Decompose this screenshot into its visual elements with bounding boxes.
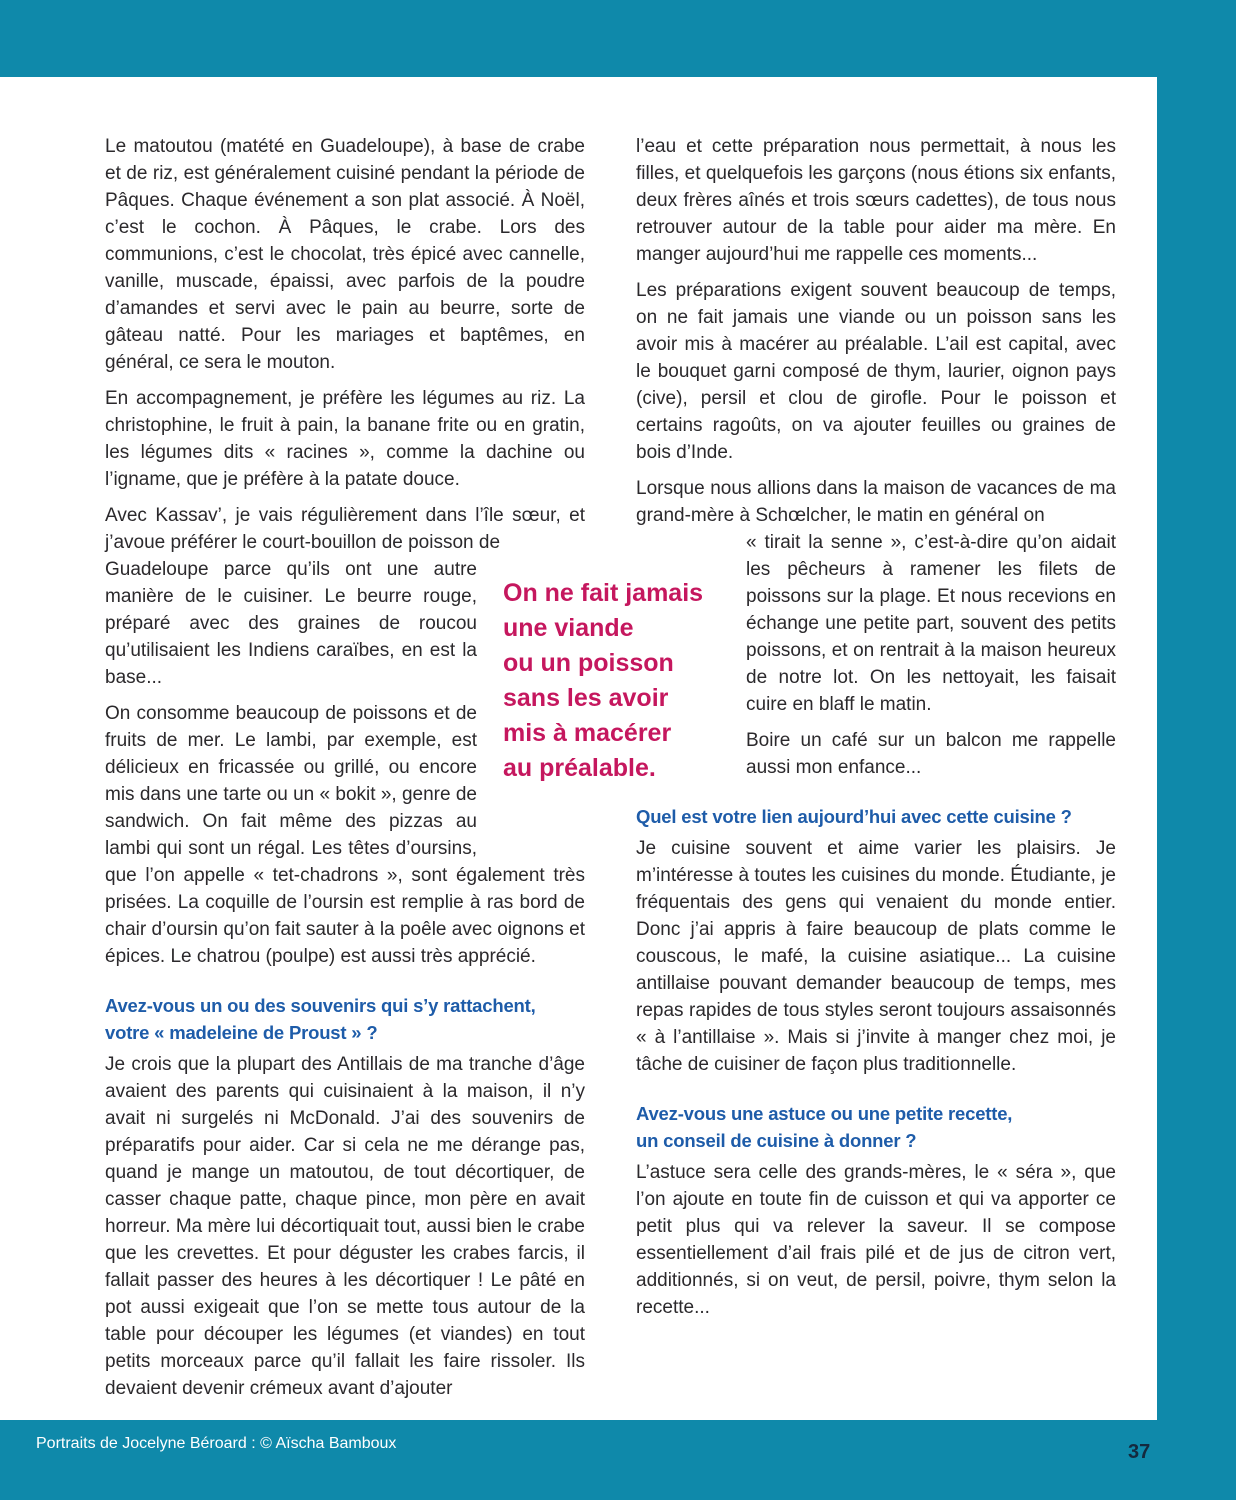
body-paragraph: Boire un café sur un balcon me rappelle aussi mon enfance...: [746, 730, 1116, 778]
interview-answer: L’astuce sera celle des grands-mères, le « séra », que l’on ajoute en toute fin de cuisson et qui va apporter ce petit plus qui va relever la saveur. Il se compose essentiellement d’ail frais pilé et de jus de citron vert, additionnés, si on veut, de persil, poivre, thym selon la recette...: [636, 1162, 1116, 1318]
photo-credit: Portraits de Jocelyne Béroard : © Aïscha Bamboux: [36, 1435, 397, 1452]
body-paragraph: On consomme beaucoup de poissons et de fruits de mer. Le lambi, par exemple, est délicieux en fricassée ou grillé, ou encore mis dans une tarte ou un « bokit », genre de sandwich. On fait même des pizzas au lambi qui sont un régal. Les têtes d’oursins, que l’on appelle « tet-chadrons », sont également très prisées. La coquille de l’oursin est remplie à ras bord de chair d’oursin qu’on fait sauter à la poêle avec oignons et épices. Le chatrou (poulpe) est aussi très apprécié.: [105, 703, 585, 967]
interview-question-line: votre « madeleine de Proust » ?: [105, 1022, 378, 1043]
interview-answer: Je cuisine souvent et aime varier les plaisirs. Je m’intéresse à toutes les cuisines du monde. Étudiante, je fréquentais des gens qui venaient du monde entier. Donc j’ai appris à faire beaucoup de plats comme le couscous, le mafé, la cuisine asiatique... La cuisine antillaise pouvant demander beaucoup de temps, mes repas rapides de tous styles seront toujours assaisonnés « à l’antillaise ». Mais si j’invite à manger chez moi, je tâche de cuisiner de façon plus traditionnelle.: [636, 838, 1116, 1075]
pull-quote: [503, 576, 755, 786]
pull-quote-line: On ne fait jamais: [503, 579, 704, 607]
interview-answer: Je crois que la plupart des Antillais de ma tranche d’âge avaient des parents qui cuisinaient à la maison, il n’y avait ni surgelés ni McDonald. J’ai des souvenirs de préparatifs pour aider. Car si cela ne me dérange pas, quand je mange un matoutou, de tout décortiquer, de casser chaque patte, chaque pince, mon père en avait horreur. Ma mère lui décortiquait tout, aussi bien le crabe que les crevettes. Et pour déguster les crabes farcis, il fallait passer des heures à les décortiquer ! Le pâté en pot aussi exigeait que l’on se mette tous autour de la table pour découper les légumes (et viandes) en tout petits morceaux parce qu’il fallait les faire rissoler. Ils devaient devenir crémeux avant d’ajouter: [105, 1054, 585, 1399]
interview-question-line: Quel est votre lien aujourd’hui avec cette cuisine ?: [636, 806, 1072, 827]
body-paragraph: Le matoutou (matété en Guadeloupe), à base de crabe et de riz, est généralement cuisiné pendant la période de Pâques. Chaque événement a son plat associé. À Noël, c’est le cochon. À Pâques, le crabe. Lors des communions, c’est le chocolat, très épicé avec cannelle, vanille, muscade, épaissi, avec parfois de la poudre d’amandes et servi avec le pain au beurre, sorte de gâteau natté. Pour les mariages et baptêmes, en général, ce sera le mouton.: [105, 136, 585, 373]
interview-question-line: Avez-vous un ou des souvenirs qui s’y rattachent,: [105, 995, 536, 1016]
body-paragraph: Les préparations exigent souvent beaucoup de temps, on ne fait jamais une viande ou un poisson sans les avoir mis à macérer au préalable. L’ail est capital, avec le bouquet garni composé de thym, laurier, oignon pays (cive), persil et clou de girofle. Pour le poisson et certains ragoûts, on va ajouter feuilles ou graines de bois d’Inde.: [636, 280, 1116, 463]
pull-quote-line: ou un poisson: [503, 649, 674, 677]
top-border-bar: [0, 0, 1236, 77]
page-number: 37: [1128, 1441, 1151, 1463]
body-paragraph: En accompagnement, je préfère les légumes au riz. La christophine, le fruit à pain, la banane frite ou en gratin, les légumes dits « racines », comme la dachine ou l’igname, que je préfère à la patate douce.: [105, 388, 585, 490]
pull-quote-line: une viande: [503, 614, 634, 642]
body-paragraph: l’eau et cette préparation nous permettait, à nous les filles, et quelquefois les garçons (nous étions six enfants, deux frères aînés et trois sœurs cadettes), de tous nous retrouver autour de la table pour aider ma mère. En manger aujourd’hui me rappelle ces moments...: [636, 136, 1116, 265]
pull-quote-line: au préalable.: [503, 754, 656, 782]
interview-question-line: un conseil de cuisine à donner ?: [636, 1130, 917, 1151]
pull-quote-line: sans les avoir: [503, 684, 669, 712]
right-border-bar: [1157, 0, 1236, 1500]
pull-quote-line: mis à macérer: [503, 719, 672, 747]
body-paragraph: Lorsque nous allions dans la maison de vacances de ma grand-mère à Schœlcher, le matin en général on: [636, 478, 1116, 526]
body-paragraph: Avec Kassav’, je vais régulièrement dans l’île sœur, et j’avoue préférer le court-bouillon de poisson de: [105, 505, 585, 553]
interview-question: [105, 992, 585, 1046]
body-paragraph: « tirait la senne », c’est-à-dire qu’on aidait les pêcheurs à ramener les filets de poissons sur la plage. Et nous recevions en échange une petite part, souvent des petits poissons, et on rentrait à la maison heureux de notre lot. On les nettoyait, les faisait cuire en blaff le matin.: [746, 532, 1116, 715]
body-paragraph: Guadeloupe parce qu’ils ont une autre manière de le cuisiner. Le beurre rouge, préparé avec des graines de roucou qu’utilisaient les Indiens caraïbes, en est la base...: [105, 559, 477, 688]
bottom-border-bar: [0, 1420, 1236, 1500]
interview-question: [636, 803, 1116, 830]
interview-question: [636, 1100, 1116, 1154]
interview-question-line: Avez-vous une astuce ou une petite recette,: [636, 1103, 1013, 1124]
